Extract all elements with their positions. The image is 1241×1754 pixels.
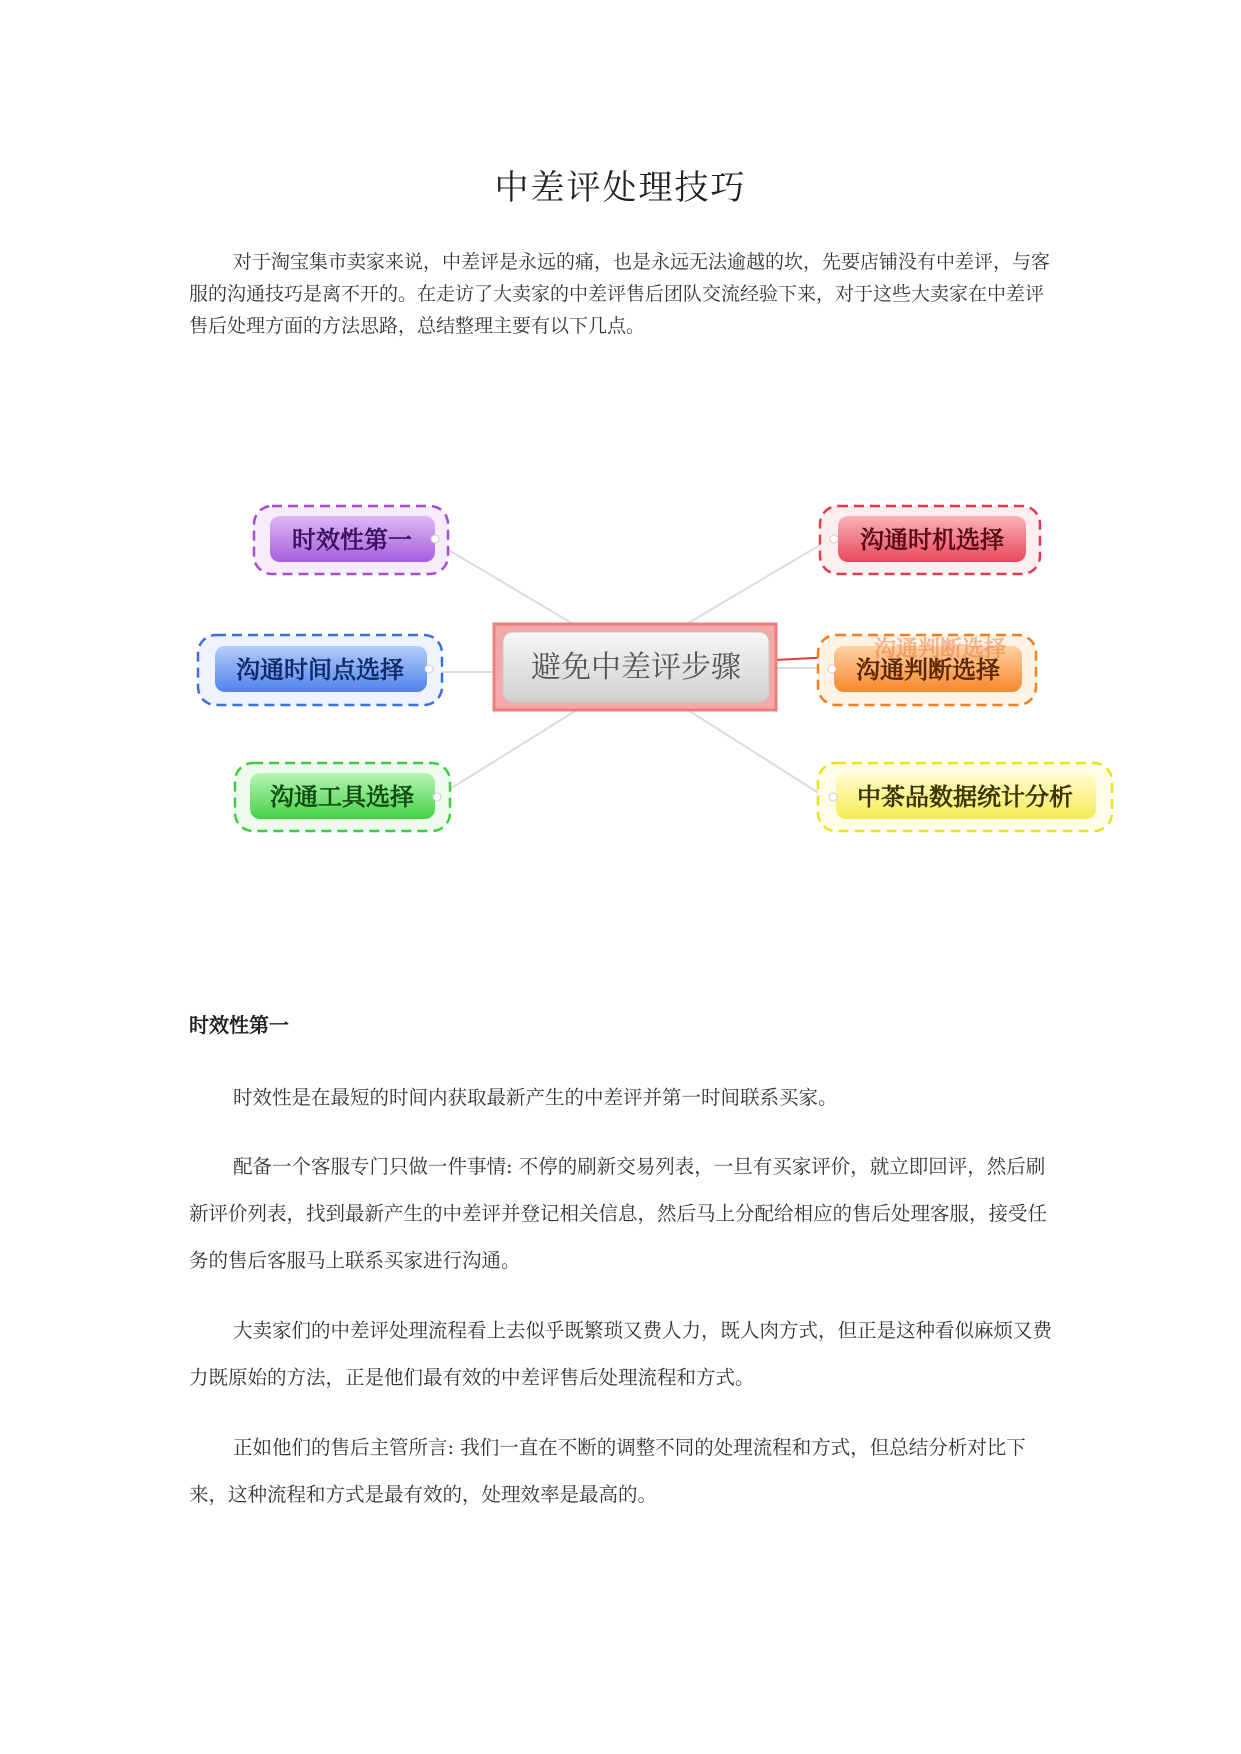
node-label: 沟通判断选择 [856, 656, 1000, 684]
connector-line [680, 542, 825, 628]
page-title: 中差评处理技巧 [494, 168, 747, 208]
mindmap-node-data-statistics [818, 763, 1112, 831]
node-label: 中茶品数据统计分析 [857, 783, 1073, 811]
node-label: 沟通时间点选择 [236, 656, 404, 684]
mindmap-node-communication-tool [235, 763, 450, 831]
section-heading: 时效性第一 [189, 1013, 289, 1037]
node-label: 沟通时机选择 [860, 526, 1004, 554]
connector-line [680, 705, 825, 797]
body-paragraph: 正如他们的售后主管所言: 我们一直在不断的调整不同的处理流程和方式，但总结分析对比下来，这种流程和方式是最有效的，处理效率是最高的。 [189, 1436, 1026, 1506]
node-label: 沟通工具选择 [270, 783, 414, 811]
mindmap-node-communication-timing [820, 506, 1040, 574]
body-paragraph: 大卖家们的中差评处理流程看上去似乎既繁琐又费人力，既人肉方式，但正是这种看似麻烦又费力既原始的方法，正是他们最有效的中差评售后处理流程和方式。 [189, 1319, 1053, 1389]
body-paragraph: 时效性是在最短的时间内获取最新产生的中差评并第一时间联系买家。 [233, 1086, 838, 1109]
node-overlay-label: 沟通判断选择 [873, 637, 1007, 662]
center-node [494, 624, 776, 710]
connector-line [435, 542, 580, 628]
node-handle [431, 535, 439, 543]
node-label: 时效性第一 [292, 526, 412, 554]
node-handle [433, 793, 441, 801]
body-paragraph: 配备一个客服专门只做一件事情: 不停的刷新交易列表，一旦有买家评价，就立即回评，然后刷新评价列表，找到最新产生的中差评并登记相关信息，然后马上分配给相应的售后处理客服，接受任务的售后客服马上联系买家进行沟通。 [189, 1155, 1048, 1272]
node-handle [828, 665, 836, 673]
intro-paragraph: 对于淘宝集市卖家来说，中差评是永远的痛，也是永远无法逾越的坎，先要店铺没有中差评，与客服的沟通技巧是离不开的。在走访了大卖家的中差评售后团队交流经验下来，对于这些大卖家在中差评售后处理方面的方法思路，总结整理主要有以下几点。 [189, 251, 1051, 337]
node-handle [829, 793, 837, 801]
connector-line [437, 705, 585, 797]
mindmap-node-communication-judgment [818, 635, 1036, 705]
center-node-label: 避免中差评步骤 [531, 650, 741, 685]
mindmap-node-timeliness [254, 506, 448, 574]
node-handle [425, 665, 433, 673]
mindmap-node-communication-timepoint [198, 635, 442, 705]
node-handle [830, 535, 838, 543]
